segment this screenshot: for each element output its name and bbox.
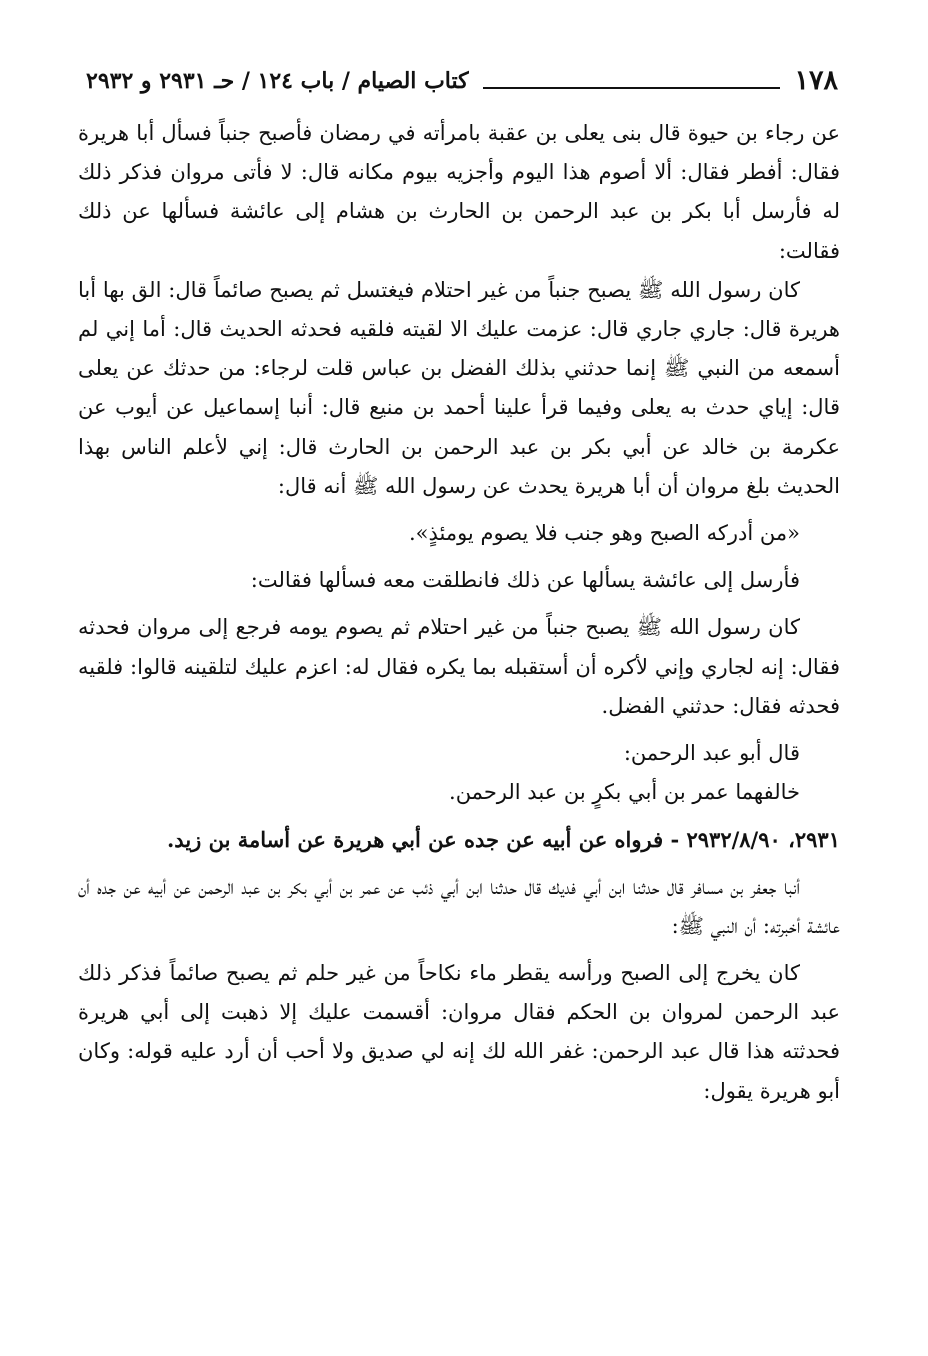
- paragraph-abu-abdurrahman: قال أبو عبد الرحمن:: [623, 741, 800, 766]
- paragraph-marwan-story: كان يخرج إلى الصبح ورأسه يقطر ماء نكاحاً من غير حلم ثم يصبح صائماً فذكر ذلك عبد الرحمن لمروان بن الحكم فقال مروان: أقسمت عليك إلا ذهبت إلى أبي هريرة فحدثته هذا قال عبد الرحمن: غفر الله لك إنه لي صديق ولا أحب أن أرد عليه قوله: وكان أبو هريرة يقول:: [78, 961, 840, 1103]
- paragraph-prophet-quote: «من أدركه الصبح وهو جنب فلا يصوم يومئذٍ».: [408, 521, 800, 546]
- page-number: ١٧٨: [794, 65, 838, 96]
- running-head: كتاب الصيام / باب ١٢٤ / حـ ٢٩٣١ و ٢٩٣٢: [86, 68, 469, 94]
- paragraph-aisha-answer: كان رسول الله ﷺ يصبح جنباً من غير احتلام فيغتسل ثم يصبح صائماً قال: الق بها أبا هريرة قال: جاري جاري قال: عزمت عليك الا لقيته فلقيه فحدثه الحديث قال: أما إني لم أسمعه من النبي ﷺ إنما حدثني بذلك الفضل بن عباس قلت لرجاء: من حدثك عن يعلى قال: إياي حدث به يعلى وفيما قرأ علينا أحمد بن منيع قال: أنبا إسماعيل عن أيوب عن عكرمة بن خالد عن أبي بكر بن عبد الرحمن بن الحارث قال: إني لأعلم الناس بهذا الحديث بلغ مروان أن أبا هريرة يحدث عن رسول الله ﷺ أنه قال:: [78, 277, 840, 498]
- paragraph-isnad: أنبا جعفر بن مسافر قال حدثنا ابن أبي فديك قال حدثنا ابن أبي ذئب عن عمر بن أبي بكر بن عبد الرحمن عن أبيه عن جده أن عائشة أخبرته: أن النبي ﷺ:: [78, 874, 840, 938]
- paragraph-sent-to-aisha: فأرسل إلى عائشة يسألها عن ذلك فانطلقت معه فسألها فقالت:: [250, 568, 800, 593]
- paragraph-umar-dissent: خالفهما عمر بن أبي بكرٍ بن عبد الرحمن.: [449, 780, 800, 805]
- paragraph-hadith-number: ٢٩٣١، ٢٩٣٢/٨/٩٠ - فرواه عن أبيه عن جده عن أبي هريرة عن أسامة بن زيد.: [167, 827, 840, 853]
- header-rule: [483, 87, 781, 89]
- page-header: [86, 58, 846, 98]
- page-body: [78, 114, 840, 1111]
- paragraph-aisha-second-answer: كان رسول الله ﷺ يصبح جنباً من غير احتلام ثم يصوم يومه فرجع إلى مروان فحدثه فقال: إنه لجاري وإني لأكره أن أستقبله بما يكره فقال له: اعزم عليك لتلقينه قالوا: فلقيه فحدثه فقال: حدثني الفضل.: [78, 615, 840, 718]
- paragraph-narration-intro: عن رجاء بن حيوة قال بنى يعلى بن عقبة بامرأته في رمضان فأصبح جنباً فسأل أبا هريرة فقال: أفطر فقال: ألا أصوم هذا اليوم وأجزيه بيوم مكانه قال: لا فأتى مروان فذكر ذلك له فأرسل أبا بكر بن عبد الرحمن بن الحارث بن هشام إلى عائشة فسألها عن ذلك فقالت:: [78, 121, 840, 263]
